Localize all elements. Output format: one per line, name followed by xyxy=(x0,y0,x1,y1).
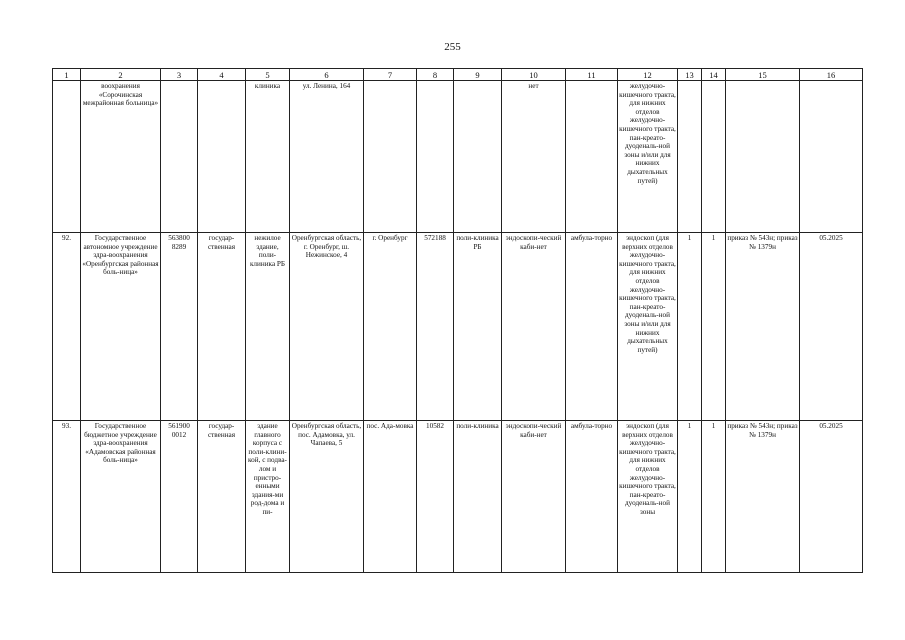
cell-unit: нет xyxy=(502,81,566,233)
cell-num: 93. xyxy=(53,421,81,573)
column-header: 5 xyxy=(246,69,290,81)
header-row xyxy=(53,69,863,81)
cell-building: здание главного корпуса с поли-клини-кой, с подва-лом и пристро-енными здания-ми род-дома и пи- xyxy=(246,421,290,573)
cell-qty2 xyxy=(702,81,726,233)
cell-qty1: 1 xyxy=(678,421,702,573)
cell-locality xyxy=(364,81,417,233)
cell-qty2: 1 xyxy=(702,421,726,573)
cell-qty2: 1 xyxy=(702,233,726,421)
cell-oktmo: 572188 xyxy=(417,233,454,421)
cell-order xyxy=(726,81,800,233)
table-row xyxy=(53,233,863,421)
cell-date xyxy=(800,81,863,233)
cell-code: 563800 8289 xyxy=(161,233,198,421)
column-header: 10 xyxy=(502,69,566,81)
cell-address: ул. Ленина, 164 xyxy=(290,81,364,233)
cell-code: 561900 0012 xyxy=(161,421,198,573)
column-header: 1 xyxy=(53,69,81,81)
cell-form: государ-ственная xyxy=(198,233,246,421)
cell-type xyxy=(454,81,502,233)
cell-qty1 xyxy=(678,81,702,233)
table-row xyxy=(53,421,863,573)
cell-num xyxy=(53,81,81,233)
register-table xyxy=(52,68,863,573)
table-row xyxy=(53,81,863,233)
column-header: 14 xyxy=(702,69,726,81)
cell-address: Оренбургская область, пос. Адамовка, ул. Чапаева, 5 xyxy=(290,421,364,573)
cell-order: приказ № 543н; приказ № 1379н xyxy=(726,421,800,573)
cell-condition: амбула-торно xyxy=(566,421,618,573)
column-header: 2 xyxy=(81,69,161,81)
cell-org: Государственное автономное учреждение здра-воохранения «Оренбургская районная боль-ница» xyxy=(81,233,161,421)
cell-form xyxy=(198,81,246,233)
cell-condition xyxy=(566,81,618,233)
column-header: 7 xyxy=(364,69,417,81)
column-header: 8 xyxy=(417,69,454,81)
cell-equipment: желудочно-кишечного тракта, для нижних отделов желудочно-кишечного тракта, пан-креато-дуоденаль-ной зоны и/или для нижних дыхательных путей) xyxy=(618,81,678,233)
cell-oktmo: 10582 xyxy=(417,421,454,573)
cell-org: Государственное бюджетное учреждение здра-воохранения «Адамовская районная боль-ница» xyxy=(81,421,161,573)
cell-building: нежилое здание, поли-клиника РБ xyxy=(246,233,290,421)
cell-type: поли-клиника xyxy=(454,421,502,573)
cell-date: 05.2025 xyxy=(800,233,863,421)
column-header: 6 xyxy=(290,69,364,81)
cell-type: поли-клиника РБ xyxy=(454,233,502,421)
cell-org: воохранения «Сорочинская межрайонная больница» xyxy=(81,81,161,233)
cell-equipment: эндоскоп (для верхних отделов желудочно-кишечного тракта, для нижних отделов желудочно-кишечного тракта, пан-креато-дуоденаль-ной зоны xyxy=(618,421,678,573)
cell-address: Оренбургская область, г. Оренбург, ш. Нежинское, 4 xyxy=(290,233,364,421)
column-header: 3 xyxy=(161,69,198,81)
cell-date: 05.2025 xyxy=(800,421,863,573)
column-header: 15 xyxy=(726,69,800,81)
column-header: 11 xyxy=(566,69,618,81)
cell-locality: г. Оренбург xyxy=(364,233,417,421)
cell-equipment: эндоскоп (для верхних отделов желудочно-кишечного тракта, для нижних отделов желудочно-кишечного тракта, пан-креато-дуоденаль-ной зоны и/или для нижних дыхательных путей) xyxy=(618,233,678,421)
cell-order: приказ № 543н; приказ № 1379н xyxy=(726,233,800,421)
column-header: 16 xyxy=(800,69,863,81)
cell-locality: пос. Ада-мовка xyxy=(364,421,417,573)
cell-qty1: 1 xyxy=(678,233,702,421)
column-header: 13 xyxy=(678,69,702,81)
page-number: 255 xyxy=(444,41,461,53)
cell-form: государ-ственная xyxy=(198,421,246,573)
cell-code xyxy=(161,81,198,233)
cell-unit: эндоскопи-ческий каби-нет xyxy=(502,421,566,573)
cell-condition: амбула-торно xyxy=(566,233,618,421)
cell-building: клиника xyxy=(246,81,290,233)
column-header: 4 xyxy=(198,69,246,81)
column-header: 9 xyxy=(454,69,502,81)
cell-unit: эндоскопи-ческий каби-нет xyxy=(502,233,566,421)
cell-num: 92. xyxy=(53,233,81,421)
column-header: 12 xyxy=(618,69,678,81)
cell-oktmo xyxy=(417,81,454,233)
